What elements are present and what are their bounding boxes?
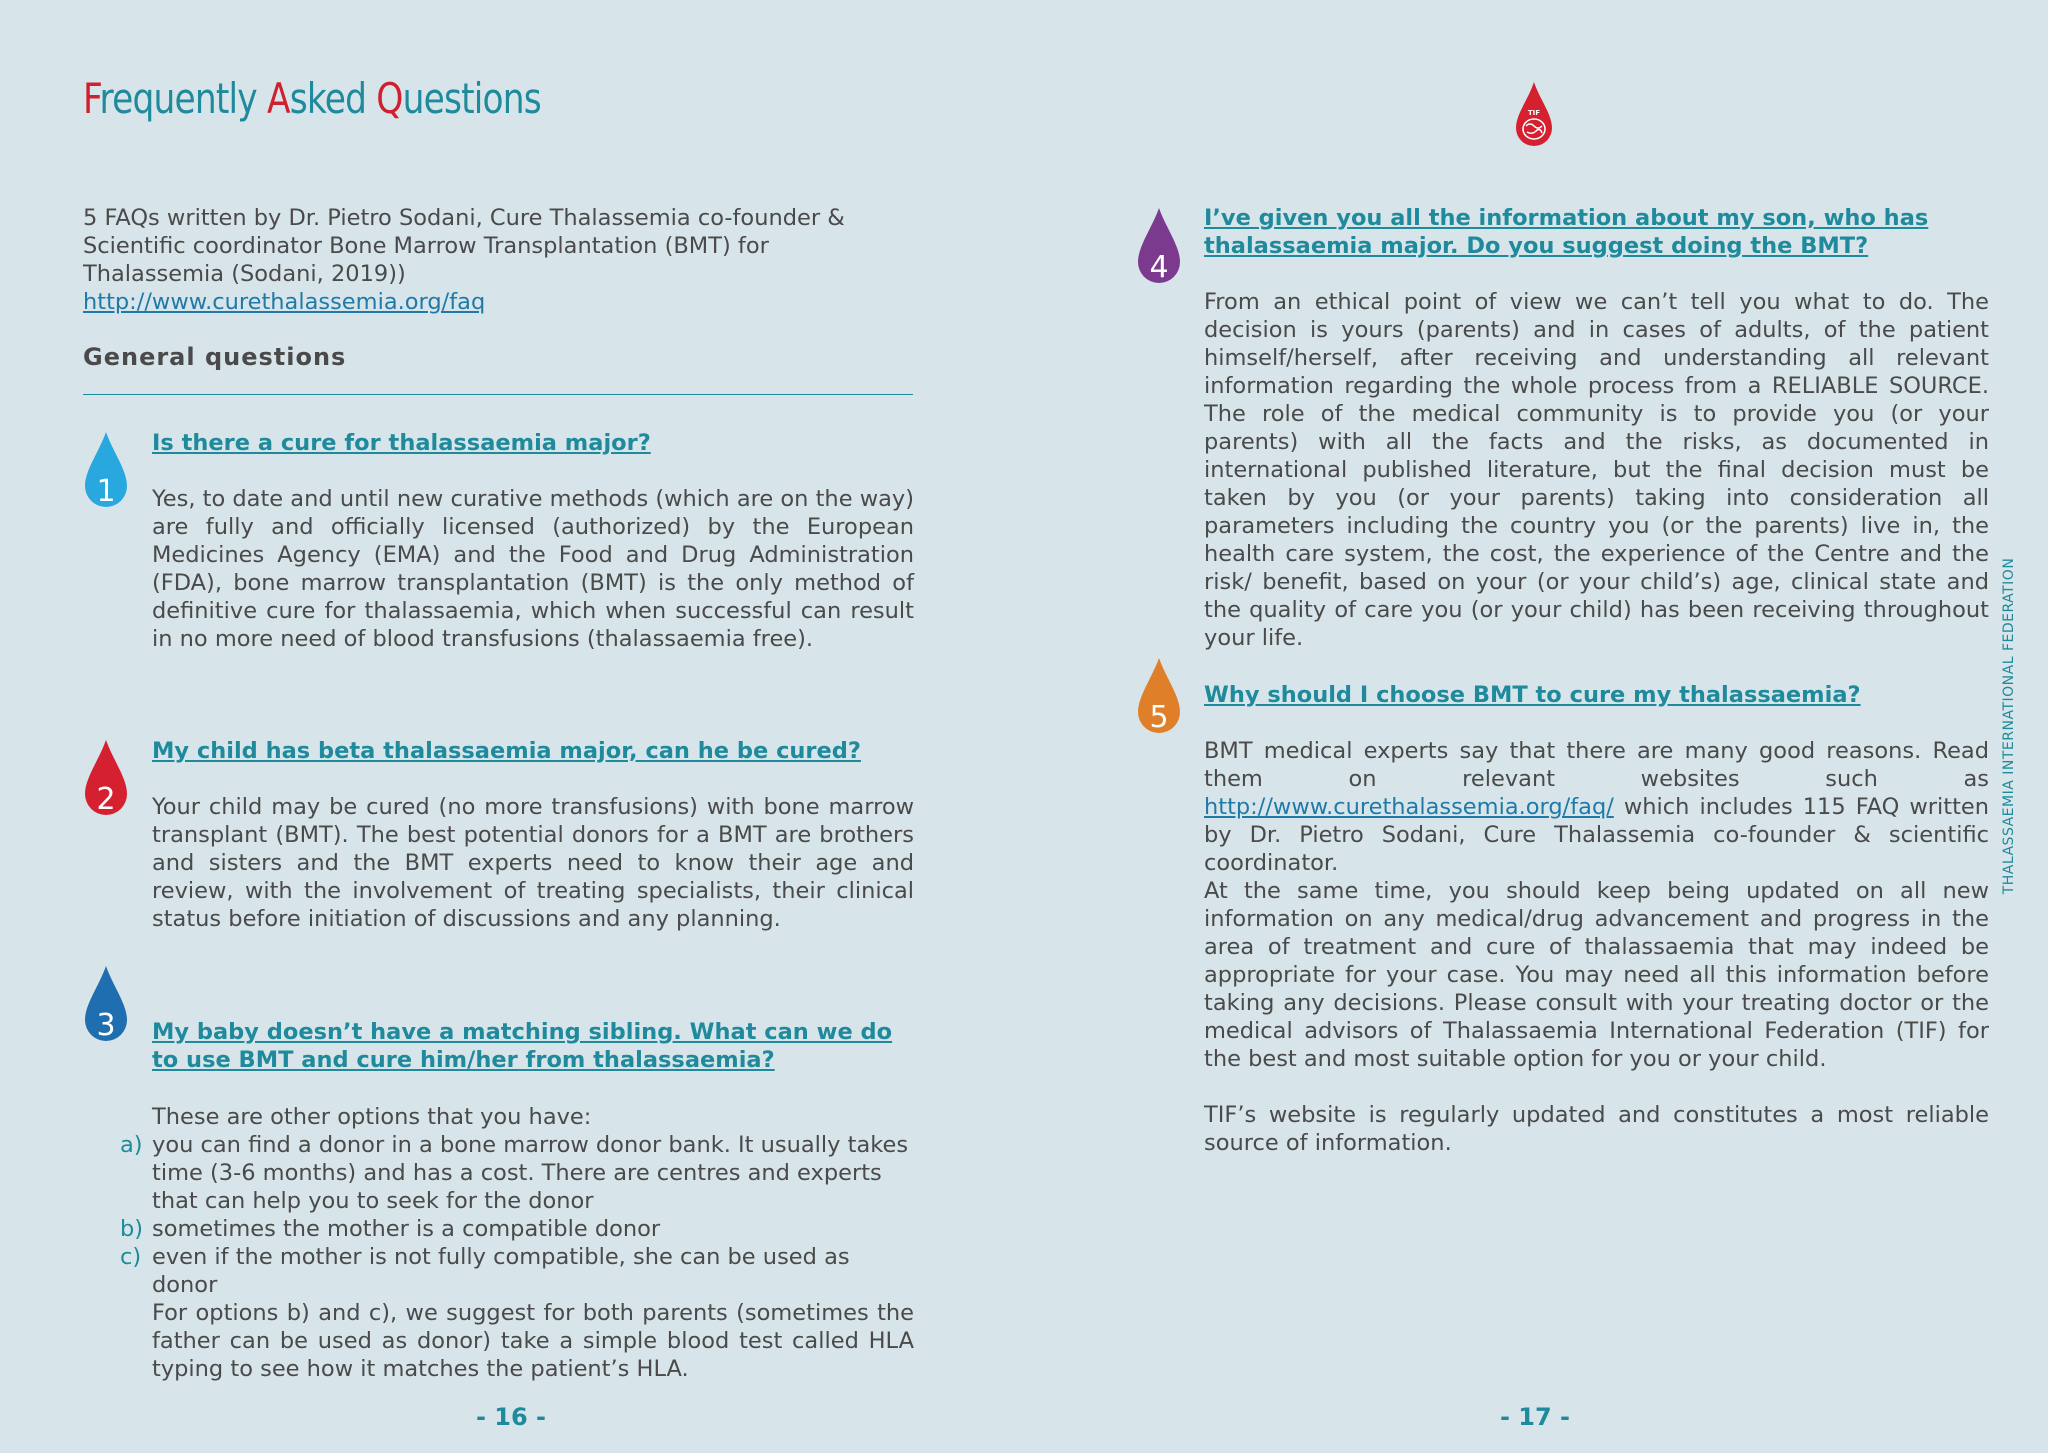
faq-5-answer-p1: BMT medical experts say that there are many good reasons. Read them on relevant websites such as http://www.curethalassemia.org/faq/ which includes 115 FAQ written by Dr. Pietro Sodani, Cure Thalassemia co-founder & scientific coordinator.: [1204, 738, 1989, 876]
faq-4-answer: From an ethical point of view we can’t tell you what to do. The decision is yours (parents) and in cases of adults, of the patient himself/herself, after receiving and understanding all relevant information regarding the whole process from a RELIABLE SOURCE. The role of the medical community is to provide you (or your parents) with all the facts and the risks, as documented in international published literature, but the final decision must be taken by you (or your parents) taking into consideration all parameters including the country you (or the parents) live in, the health care system, the cost, the experience of the Centre and the risk/ benefit, based on your (or your child’s) age, clinical state and the quality of care you (or your child) has been receiving throughout your life.: [1204, 289, 1989, 651]
page-number: - 17 -: [1499, 1403, 1571, 1431]
faq-5-answer-p2: At the same time, you should keep being updated on all new information on any medical/drug advancement and progress in the area of treatment and cure of thalassaemia that may indeed be appropriate for your case. You may need all this information before taking any decisions. Please consult with your treating doctor or the medical advisors of Thalassaemia International Federation (TIF) for the best and most suitable option for you or your child.: [1204, 878, 1989, 1072]
intro-paragraph: [83, 204, 913, 316]
faq-1-question[interactable]: Is there a cure for thalassaemia major?: [152, 430, 651, 456]
drop-number-1-icon: [83, 430, 129, 510]
logo-text: TIF: [1527, 109, 1541, 117]
drop-number-3: 3: [96, 1008, 116, 1043]
page-number: - 16 -: [475, 1403, 547, 1431]
drop-number-3-icon: [83, 964, 129, 1044]
right-page: [1024, 0, 2048, 1453]
drop-number-5: 5: [1149, 700, 1169, 735]
intro-link[interactable]: http://www.curethalassemia.org/faq: [83, 289, 486, 315]
drop-number-2: 2: [96, 782, 116, 817]
page-title: Frequently Asked Questions: [83, 74, 541, 123]
curethalassemia-link[interactable]: http://www.curethalassemia.org/faq/: [1204, 794, 1614, 820]
faq-3-answer-intro: These are other options that you have:: [152, 1104, 592, 1130]
section-divider: [83, 394, 913, 395]
tif-logo-icon: [1514, 80, 1554, 152]
drop-number-4: 4: [1149, 250, 1169, 285]
faq-3-answer-outro: For options b) and c), we suggest for both parents (sometimes the father can be used as donor) take a simple blood test called HLA typing to see how it matches the patient’s HLA.: [152, 1300, 914, 1382]
drop-number-5-icon: [1136, 656, 1182, 736]
intro-text: 5 FAQs written by Dr. Pietro Sodani, Cure Thalassemia co-founder & Scientific coordinator Bone Marrow Transplantation (BMT) for Thalassemia (Sodani, 2019)): [83, 205, 845, 287]
list-item: c) even if the mother is not fully compatible, she can be used as donor: [120, 1244, 850, 1298]
faq-2-question[interactable]: My child has beta thalassaemia major, can he be cured?: [152, 738, 861, 764]
faq-1-answer: Yes, to date and until new curative methods (which are on the way) are fully and officially licensed (authorized) by the European Medicines Agency (EMA) and the Food and Drug Administration (FDA), bone marrow transplantation (BMT) is the only method of definitive cure for thalassaemia, which when successful can result in no more need of blood transfusions (thalassaemia free).: [152, 486, 914, 652]
faq-3-options-list: [120, 1131, 914, 1299]
list-item: b) sometimes the mother is a compatible donor: [120, 1216, 661, 1242]
faq-2-answer: Your child may be cured (no more transfusions) with bone marrow transplant (BMT). The best potential donors for a BMT are brothers and sisters and the BMT experts need to know their age and review, with the involvement of treating specialists, their clinical status before initiation of discussions and any planning.: [152, 794, 914, 932]
section-heading: General questions: [83, 343, 347, 371]
drop-number-2-icon: [83, 738, 129, 818]
drop-number-4-icon: [1136, 206, 1182, 286]
faq-5-question[interactable]: Why should I choose BMT to cure my thalassaemia?: [1204, 682, 1861, 708]
side-vertical-text: THALASSAEMIA INTERNATIONAL FEDERATION: [2001, 557, 2017, 895]
faq-3-question[interactable]: My baby doesn’t have a matching sibling. What can we do to use BMT and cure him/her from thalassaemia?: [152, 1019, 893, 1073]
faq-5-answer-p3: TIF’s website is regularly updated and constitutes a most reliable source of information.: [1204, 1102, 1989, 1156]
list-item: a) you can find a donor in a bone marrow donor bank. It usually takes time (3-6 months) and has a cost. There are centres and experts that can help you to seek for the donor: [120, 1132, 909, 1214]
drop-number-1: 1: [96, 474, 116, 509]
faq-4-question[interactable]: I’ve given you all the information about my son, who has thalassaemia major. Do you suggest doing the BMT?: [1204, 205, 1929, 259]
